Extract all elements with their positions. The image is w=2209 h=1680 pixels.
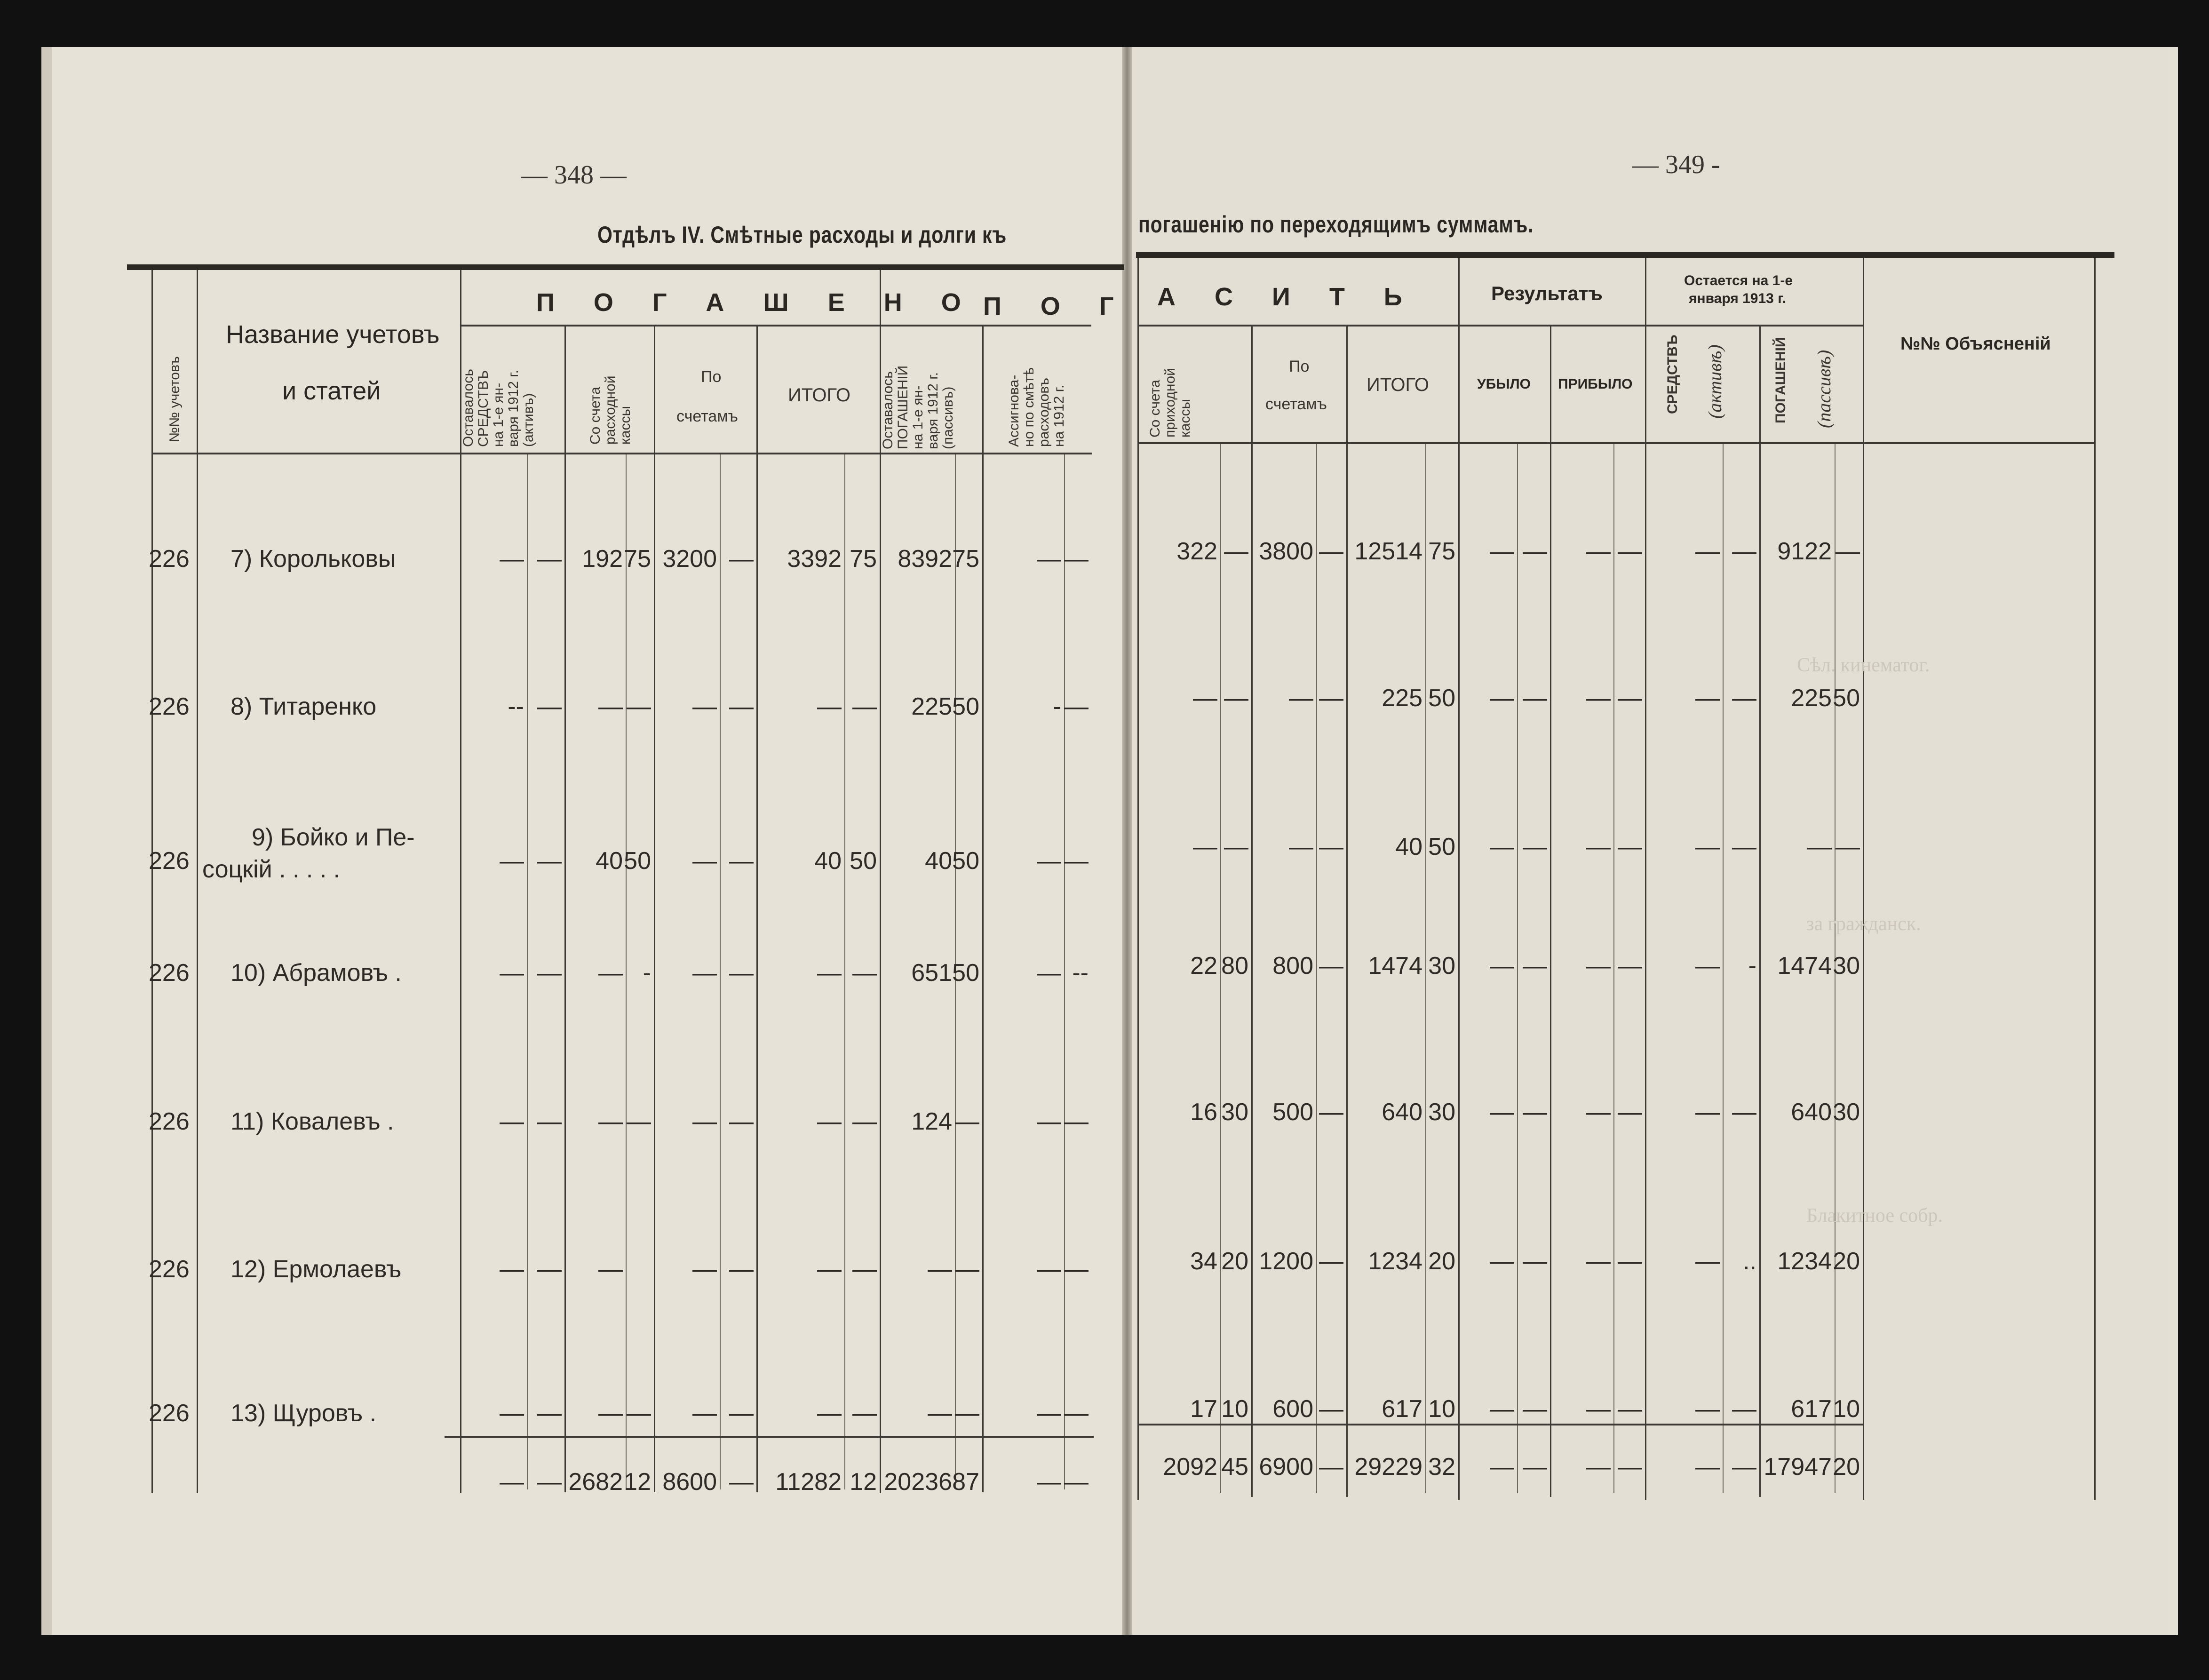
amount-roubles: — <box>1289 685 1313 712</box>
col-divider <box>1346 326 1348 1497</box>
amount-roubles: 3392 <box>787 545 842 573</box>
amount-roubles: — <box>928 1256 952 1283</box>
kopek-divider <box>720 454 721 1489</box>
table-right-border <box>2094 258 2096 1500</box>
amount-roubles: — <box>1037 1256 1061 1283</box>
amount-roubles: — <box>1807 833 1832 860</box>
amount-roubles: — <box>1695 952 1720 979</box>
col-divider <box>654 326 655 1492</box>
amount-kopeks: — <box>729 545 754 573</box>
amount-kopeks: — <box>537 959 562 987</box>
amount-roubles: — <box>1586 833 1611 860</box>
header-account-no: №№ учетовъ <box>167 356 183 442</box>
amount-roubles: — <box>1586 1099 1611 1126</box>
amount-roubles: — <box>598 693 623 720</box>
amount-kopeks: — <box>1618 1248 1642 1275</box>
amount-kopeks: — <box>1319 952 1343 979</box>
total-kopeks: — <box>1618 1453 1642 1481</box>
kopek-divider <box>1613 444 1614 1493</box>
amount-roubles: 3200 <box>662 545 717 573</box>
group-rule <box>1137 325 1863 326</box>
amount-kopeks: — <box>1319 1395 1343 1423</box>
row-name: 13) Щуровъ . <box>230 1400 377 1427</box>
amount-roubles: — <box>1037 1400 1061 1427</box>
col-divider <box>1251 326 1253 1497</box>
bleed-through-text: за гражданск. <box>1806 913 1921 935</box>
account-number: 226 <box>149 847 190 875</box>
account-number: 226 <box>149 1108 190 1135</box>
total-roubles: 20236 <box>884 1468 952 1496</box>
amount-roubles: 225 <box>1791 685 1832 712</box>
header-explanations: №№ Объясненій <box>1900 334 2051 354</box>
amount-kopeks: — <box>852 1256 877 1283</box>
total-kopeks: — <box>1064 1468 1089 1496</box>
amount-kopeks: — <box>1064 1400 1089 1427</box>
amount-kopeks: — <box>537 1256 562 1283</box>
amount-roubles: — <box>500 1400 524 1427</box>
amount-roubles: 1234 <box>1368 1248 1422 1275</box>
amount-roubles: 617 <box>1382 1395 1422 1423</box>
amount-kopeks: 20 <box>1833 1248 1860 1275</box>
amount-roubles: — <box>598 1108 623 1135</box>
amount-kopeks: — <box>1319 685 1343 712</box>
total-roubles: — <box>1695 1453 1720 1481</box>
col-divider <box>1863 258 1864 1500</box>
amount-roubles: — <box>1490 538 1514 565</box>
account-number: 226 <box>149 545 190 573</box>
right-table-border <box>1137 258 1139 1500</box>
amount-kopeks: — <box>1836 833 1860 860</box>
amount-roubles: 8392 <box>898 545 952 573</box>
header-itogo-right: ИТОГО <box>1367 374 1430 395</box>
amount-kopeks: — <box>1618 833 1642 860</box>
amount-kopeks: — <box>1618 952 1642 979</box>
total-kopeks: — <box>729 1468 754 1496</box>
total-roubles: — <box>1037 1468 1061 1496</box>
amount-kopeks: 50 <box>952 847 979 875</box>
header-itogo: ИТОГО <box>788 385 851 406</box>
amount-roubles: — <box>1037 847 1061 875</box>
amount-kopeks: 10 <box>1221 1395 1248 1423</box>
amount-roubles: — <box>1037 959 1061 987</box>
header-pogasit-start: П О Г <box>983 292 1130 320</box>
total-kopeks: — <box>1319 1453 1343 1481</box>
amount-kopeks: — <box>537 847 562 875</box>
header-ostavalos-sredstv: Оставалось СРЕДСТВЪ на 1-е ян- варя 1912 г. (активъ) <box>461 369 536 447</box>
total-roubles: 8600 <box>662 1468 717 1496</box>
kopek-divider <box>527 454 528 1489</box>
header-pribylo: ПРИБЫЛО <box>1558 376 1633 392</box>
amount-kopeks: 75 <box>850 545 877 573</box>
amount-kopeks: — <box>537 1400 562 1427</box>
left-title: Отдѣлъ IV. Смѣтные расходы и долги къ <box>597 222 1007 248</box>
amount-roubles: 40 <box>814 847 842 875</box>
col-divider <box>1550 326 1551 1497</box>
amount-roubles: — <box>1586 1248 1611 1275</box>
left-page <box>52 47 1129 1635</box>
amount-kopeks: — <box>627 693 651 720</box>
amount-kopeks: — <box>729 693 754 720</box>
amount-kopeks: — <box>537 545 562 573</box>
header-ostavalos-pogasheniy: Оставалось ПОГАШЕНІЙ на 1-е ян- варя 1912 г. (пассивъ) <box>880 365 956 449</box>
bleed-through-text: Сѣл. кинематог. <box>1797 654 1930 676</box>
amount-kopeks: 50 <box>1833 685 1860 712</box>
amount-kopeks: — <box>1064 1256 1089 1283</box>
row-name: 12) Ермолаевъ <box>230 1256 402 1283</box>
header-pogasheno: П О Г А Ш Е Н О <box>536 288 977 317</box>
amount-roubles: — <box>1490 833 1514 860</box>
left-page-number: — 348 — <box>521 160 627 190</box>
header-so-scheta-rashod: Со счета расходной кассы <box>588 375 633 445</box>
amount-kopeks: — <box>1732 833 1756 860</box>
amount-roubles: 12514 <box>1354 538 1422 565</box>
amount-kopeks: 30 <box>1428 952 1455 979</box>
amount-roubles: — <box>1695 833 1720 860</box>
amount-roubles: — <box>1490 1248 1514 1275</box>
row-name: 9) Бойко и Пе- <box>252 824 415 851</box>
amount-roubles: — <box>1695 1099 1720 1126</box>
amount-kopeks: — <box>852 693 877 720</box>
amount-kopeks: 50 <box>952 959 979 987</box>
total-roubles: 2682 <box>568 1468 623 1496</box>
header-pogasit-end: А С И Т Ь <box>1157 283 1418 311</box>
header-po-right: По <box>1289 358 1310 375</box>
amount-roubles: — <box>1586 1395 1611 1423</box>
amount-roubles: 800 <box>1272 952 1313 979</box>
row-name: 11) Ковалевъ . <box>230 1108 394 1135</box>
total-kopeks: — <box>537 1468 562 1496</box>
amount-roubles: 9122 <box>1777 538 1832 565</box>
amount-kopeks: — <box>1523 1099 1547 1126</box>
amount-roubles: — <box>817 1108 842 1135</box>
totals-rule-left <box>445 1436 1094 1438</box>
header-name-line1: Название учетовъ <box>226 320 440 349</box>
amount-kopeks: 10 <box>1833 1395 1860 1423</box>
amount-roubles: — <box>692 1400 717 1427</box>
total-roubles: 17947 <box>1764 1453 1832 1481</box>
amount-kopeks: 30 <box>1833 952 1860 979</box>
amount-roubles: — <box>1586 952 1611 979</box>
account-number: 226 <box>149 959 190 987</box>
amount-kopeks: — <box>1319 538 1343 565</box>
kopek-divider <box>844 454 845 1489</box>
amount-kopeks: — <box>1523 833 1547 860</box>
amount-kopeks: — <box>729 1256 754 1283</box>
amount-kopeks: — <box>1523 1395 1547 1423</box>
kopek-divider <box>1064 454 1065 1489</box>
total-kopeks: 12 <box>850 1468 877 1496</box>
group-rule <box>880 325 1091 326</box>
amount-roubles: 225 <box>911 693 952 720</box>
amount-roubles: — <box>692 959 717 987</box>
amount-roubles: — <box>1695 1248 1720 1275</box>
amount-roubles: 17 <box>1190 1395 1217 1423</box>
total-roubles: — <box>1586 1453 1611 1481</box>
amount-roubles: — <box>1490 685 1514 712</box>
amount-roubles: 617 <box>1791 1395 1832 1423</box>
amount-kopeks: .. <box>1743 1248 1756 1275</box>
amount-roubles: 40 <box>925 847 952 875</box>
amount-kopeks: — <box>1319 1248 1343 1275</box>
amount-kopeks: 20 <box>1428 1248 1455 1275</box>
amount-kopeks: 50 <box>1428 685 1455 712</box>
amount-roubles: 40 <box>1395 833 1422 860</box>
total-kopeks: 12 <box>624 1468 651 1496</box>
amount-kopeks: — <box>1732 1395 1756 1423</box>
kopek-divider <box>626 454 627 1489</box>
amount-kopeks: — <box>627 1400 651 1427</box>
row-name: 7) Корольковы <box>230 545 396 573</box>
amount-roubles: — <box>692 1108 717 1135</box>
row-name-cont: соцкій . . . . . <box>202 856 341 883</box>
amount-roubles: 600 <box>1272 1395 1313 1423</box>
amount-kopeks: — <box>1523 952 1547 979</box>
amount-roubles: - <box>1053 693 1061 720</box>
amount-roubles: 640 <box>1791 1099 1832 1126</box>
amount-kopeks: — <box>1224 833 1248 860</box>
amount-kopeks: — <box>729 1400 754 1427</box>
amount-roubles: 1200 <box>1259 1248 1313 1275</box>
amount-kopeks: — <box>537 1108 562 1135</box>
amount-roubles: — <box>692 1256 717 1283</box>
amount-kopeks: — <box>1064 847 1089 875</box>
col-divider <box>756 326 758 1492</box>
amount-roubles: — <box>817 693 842 720</box>
total-roubles: 6900 <box>1259 1453 1313 1481</box>
amount-kopeks: 20 <box>1221 1248 1248 1275</box>
amount-roubles: -- <box>508 693 524 720</box>
amount-roubles: — <box>500 959 524 987</box>
amount-roubles: — <box>500 1108 524 1135</box>
amount-roubles: 500 <box>1272 1099 1313 1126</box>
amount-kopeks: — <box>852 959 877 987</box>
amount-kopeks: 75 <box>624 545 651 573</box>
amount-roubles: — <box>817 1256 842 1283</box>
amount-roubles: 1474 <box>1368 952 1422 979</box>
amount-kopeks: — <box>1064 693 1089 720</box>
header-sredstv: СРЕДСТВЪ <box>1665 334 1680 414</box>
amount-roubles: 1234 <box>1777 1248 1832 1275</box>
table-top-rule-left <box>127 264 1124 270</box>
header-schetam: счетамъ <box>676 407 738 425</box>
amount-kopeks: — <box>955 1400 979 1427</box>
amount-roubles: — <box>500 1256 524 1283</box>
amount-roubles: — <box>692 847 717 875</box>
amount-roubles: 640 <box>1382 1099 1422 1126</box>
amount-kopeks: 50 <box>1428 833 1455 860</box>
right-page-number: — 349 - <box>1632 150 1720 179</box>
amount-roubles: 16 <box>1190 1099 1217 1126</box>
amount-kopeks: — <box>852 1108 877 1135</box>
account-number: 226 <box>149 1256 190 1283</box>
amount-kopeks: — <box>1319 833 1343 860</box>
amount-roubles: — <box>598 959 623 987</box>
amount-kopeks: 50 <box>850 847 877 875</box>
header-passive: (пассивѣ) <box>1813 350 1835 428</box>
amount-roubles: — <box>1695 538 1720 565</box>
amount-kopeks: — <box>1064 545 1089 573</box>
amount-kopeks: - <box>1748 952 1756 979</box>
amount-roubles: — <box>1289 833 1313 860</box>
header-remains: Остается на 1-е <box>1684 273 1793 288</box>
amount-kopeks: 80 <box>1221 952 1248 979</box>
header-bottom-rule <box>1137 442 2094 444</box>
amount-roubles: — <box>817 1400 842 1427</box>
kopek-divider <box>1517 444 1518 1493</box>
col-divider <box>1759 326 1761 1497</box>
amount-kopeks: 30 <box>1428 1099 1455 1126</box>
amount-roubles: — <box>500 545 524 573</box>
amount-roubles: — <box>1193 685 1217 712</box>
amount-roubles: — <box>1193 833 1217 860</box>
amount-roubles: 124 <box>911 1108 952 1135</box>
amount-roubles: — <box>598 1256 623 1283</box>
row-name: 10) Абрамовъ . <box>230 959 402 987</box>
amount-roubles: — <box>1490 1395 1514 1423</box>
amount-kopeks: - <box>643 959 651 987</box>
header-ubylo: УБЫЛО <box>1477 376 1531 392</box>
group-rule <box>460 325 880 326</box>
amount-roubles: 3800 <box>1259 538 1313 565</box>
book-gutter <box>1122 47 1132 1635</box>
amount-kopeks: — <box>1523 538 1547 565</box>
amount-kopeks: 50 <box>952 693 979 720</box>
total-roubles: 2092 <box>1163 1453 1217 1481</box>
amount-roubles: — <box>928 1400 952 1427</box>
amount-kopeks: — <box>627 1108 651 1135</box>
amount-roubles: 651 <box>911 959 952 987</box>
kopek-divider <box>1723 444 1724 1493</box>
total-kopeks: 87 <box>952 1468 979 1496</box>
amount-kopeks: — <box>1732 538 1756 565</box>
amount-roubles: 322 <box>1176 538 1217 565</box>
col-divider <box>1458 258 1460 1500</box>
amount-kopeks: — <box>1523 1248 1547 1275</box>
table-top-rule-right <box>1136 252 2114 258</box>
header-name-line2: и статей <box>282 377 381 405</box>
header-remains-date: января 1913 г. <box>1689 291 1787 306</box>
amount-kopeks: — <box>537 693 562 720</box>
right-title: погашенію по переходящимъ суммамъ. <box>1138 211 1534 238</box>
amount-kopeks: — <box>1618 685 1642 712</box>
amount-roubles: — <box>1037 1108 1061 1135</box>
amount-roubles: — <box>817 959 842 987</box>
amount-kopeks: — <box>729 959 754 987</box>
amount-roubles: — <box>1586 685 1611 712</box>
amount-kopeks: — <box>1732 1099 1756 1126</box>
header-assignovano: Ассигнова- но по смѣтѣ расходовъ на 1912 г. <box>1006 367 1067 447</box>
amount-kopeks: — <box>1224 538 1248 565</box>
amount-kopeks: — <box>955 1108 979 1135</box>
kopek-divider <box>1425 444 1426 1493</box>
amount-roubles: 1474 <box>1777 952 1832 979</box>
amount-kopeks: — <box>1064 1108 1089 1135</box>
header-po: По <box>701 368 722 386</box>
amount-kopeks: 75 <box>1428 538 1455 565</box>
header-result: Результатъ <box>1491 282 1603 304</box>
amount-kopeks: — <box>955 1256 979 1283</box>
row-name: 8) Титаренко <box>230 693 377 720</box>
amount-roubles: — <box>598 1400 623 1427</box>
amount-kopeks: — <box>852 1400 877 1427</box>
total-roubles: — <box>500 1468 524 1496</box>
amount-roubles: — <box>1695 685 1720 712</box>
total-kopeks: — <box>1523 1453 1547 1481</box>
amount-kopeks: 30 <box>1833 1099 1860 1126</box>
total-roubles: 11282 <box>775 1468 842 1496</box>
amount-roubles: 225 <box>1382 685 1422 712</box>
amount-kopeks: 10 <box>1428 1395 1455 1423</box>
amount-kopeks: — <box>1836 538 1860 565</box>
amount-kopeks: 50 <box>624 847 651 875</box>
header-so-scheta-prihod: Со счета приходной кассы <box>1147 368 1193 438</box>
total-kopeks: 20 <box>1833 1453 1860 1481</box>
amount-roubles: 34 <box>1190 1248 1217 1275</box>
header-schetam-right: счетамъ <box>1265 395 1327 413</box>
header-pogasheniy: ПОГАШЕНІЙ <box>1773 337 1788 423</box>
amount-kopeks: — <box>1319 1099 1343 1126</box>
kopek-divider <box>1316 444 1317 1493</box>
col-divider <box>1645 258 1646 1500</box>
amount-roubles: 40 <box>596 847 623 875</box>
amount-roubles: 192 <box>582 545 623 573</box>
amount-kopeks: 30 <box>1221 1099 1248 1126</box>
header-aktive: (активѣ) <box>1704 344 1725 419</box>
amount-kopeks: — <box>1523 685 1547 712</box>
amount-roubles: — <box>1490 1099 1514 1126</box>
account-number: 226 <box>149 1400 190 1427</box>
total-kopeks: 32 <box>1428 1453 1455 1481</box>
amount-kopeks: 75 <box>952 545 979 573</box>
amount-kopeks: — <box>1224 685 1248 712</box>
col-divider <box>982 326 984 1492</box>
amount-kopeks: — <box>1618 538 1642 565</box>
amount-roubles: — <box>692 693 717 720</box>
bleed-through-text: Блакитное собр. <box>1806 1205 1943 1226</box>
amount-roubles: — <box>1490 952 1514 979</box>
amount-kopeks: — <box>1618 1395 1642 1423</box>
amount-kopeks: — <box>1732 685 1756 712</box>
col-divider <box>564 326 566 1492</box>
total-roubles: 29229 <box>1354 1453 1422 1481</box>
total-kopeks: — <box>1732 1453 1756 1481</box>
amount-roubles: — <box>1586 538 1611 565</box>
amount-roubles: 22 <box>1190 952 1217 979</box>
amount-kopeks: -- <box>1072 959 1089 987</box>
amount-kopeks: — <box>1618 1099 1642 1126</box>
amount-roubles: — <box>500 847 524 875</box>
total-roubles: — <box>1490 1453 1514 1481</box>
header-bottom-rule <box>151 453 1092 454</box>
totals-rule-right <box>1137 1424 1864 1425</box>
amount-kopeks: — <box>729 1108 754 1135</box>
amount-roubles: — <box>1037 545 1061 573</box>
amount-kopeks: — <box>729 847 754 875</box>
amount-roubles: — <box>1695 1395 1720 1423</box>
account-number: 226 <box>149 693 190 720</box>
total-kopeks: 45 <box>1221 1453 1248 1481</box>
